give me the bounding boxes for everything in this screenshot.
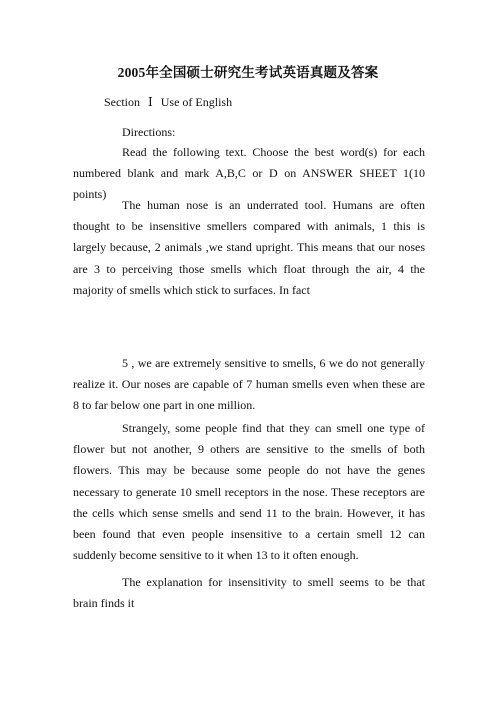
section-heading [104,92,232,112]
section-name: Use of English [160,95,233,109]
passage-paragraph-2: 5 , we are extremely sensitive to smells, 6 we do not generally realize it. Our noses are capable of 7 human smells even when these are 8 to far below one part in one million. [73,356,425,413]
directions-paragraph: Read the following text. Choose the best word(s) for each numbered blank and mark A,B,C or D on ANSWER SHEET 1(10 points) [73,145,425,202]
section-numeral: Ⅰ [148,95,153,109]
passage-paragraph-3: Strangely, some people find that they can smell one type of flower but not another, 9 others are sensitive to the smells of both flowers. This may be because some people do not have the genes necessary to generate 10 smell receptors in the nose. These receptors are the cells which sense smells and send 11 to the brain. However, it has been found that even people insensitive to a certain smell 12 can suddenly become sensitive to it when 13 to it often enough. [73,421,425,563]
passage-paragraph-1: The human nose is an underrated tool. Humans are often thought to be insensitive smellers compared with animals, 1 this is largely because, 2 animals ,we stand upright. This means that our noses are 3 to perceiving those smells which float through the air, 4 the majority of smells which stick to surfaces. In fact [73,198,425,297]
directions-label: Directions: [122,125,176,139]
passage-paragraph-4: The explanation for insensitivity to smell seems to be that brain finds it [73,575,425,611]
section-label: Section [104,95,140,109]
page-title: 2005年全国硕士研究生考试英语真题及答案 [117,65,379,80]
